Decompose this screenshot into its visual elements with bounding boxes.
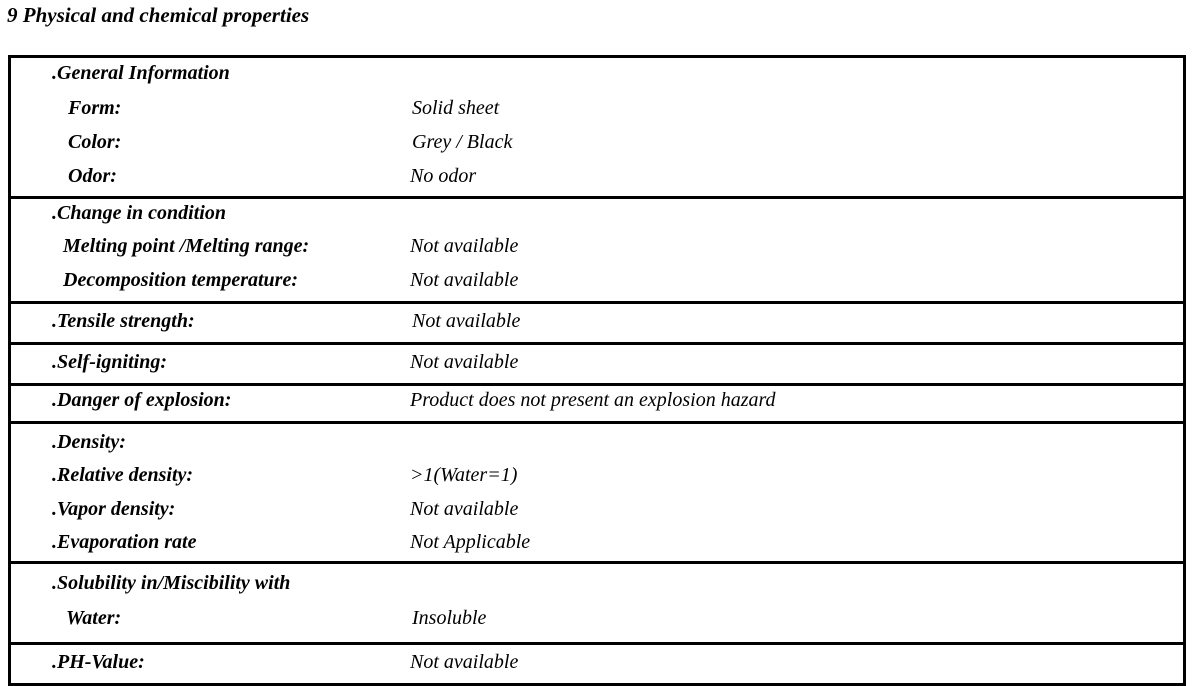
section-tensile-strength bbox=[11, 301, 1183, 342]
row-value: Insoluble bbox=[412, 607, 487, 629]
row-value: No odor bbox=[410, 165, 477, 187]
row-label: .PH-Value: bbox=[52, 651, 145, 673]
table-row bbox=[11, 424, 1183, 458]
section-general-information bbox=[11, 58, 1183, 196]
section-ph-value bbox=[11, 642, 1183, 683]
table-row bbox=[11, 160, 1183, 194]
row-value: Not Applicable bbox=[410, 531, 531, 553]
table-row bbox=[11, 526, 1183, 560]
table-row bbox=[11, 602, 1183, 642]
row-label: Water: bbox=[66, 607, 122, 629]
table-row bbox=[11, 199, 1183, 233]
table-row bbox=[11, 58, 1183, 92]
table-row bbox=[11, 492, 1183, 526]
row-value: Not available bbox=[410, 235, 519, 257]
section-title: 9 Physical and chemical properties bbox=[7, 3, 310, 27]
table-row bbox=[11, 458, 1183, 492]
table-row bbox=[11, 645, 1183, 683]
section-density bbox=[11, 421, 1183, 561]
row-value: Not available bbox=[412, 310, 521, 332]
table-row bbox=[11, 126, 1183, 160]
row-label: .Solubility in/Miscibility with bbox=[52, 572, 291, 594]
row-label: Form: bbox=[68, 97, 122, 119]
section-change-in-condition bbox=[11, 196, 1183, 301]
row-label: .General Information bbox=[52, 62, 230, 84]
row-value: Product does not present an explosion hazard bbox=[410, 389, 776, 411]
row-value: Grey / Black bbox=[412, 131, 513, 153]
properties-table bbox=[8, 55, 1186, 686]
row-label: .Change in condition bbox=[52, 202, 226, 224]
row-value: >1(Water=1) bbox=[410, 464, 518, 486]
row-label: Decomposition temperature: bbox=[63, 269, 298, 291]
table-row bbox=[11, 92, 1183, 126]
row-label: Odor: bbox=[68, 165, 117, 187]
table-row bbox=[11, 564, 1183, 602]
row-value: Not available bbox=[410, 269, 519, 291]
row-label: .Density: bbox=[52, 431, 126, 453]
table-row bbox=[11, 386, 1183, 421]
row-label: .Self-igniting: bbox=[52, 351, 168, 373]
section-solubility bbox=[11, 561, 1183, 642]
row-value: Not available bbox=[410, 351, 519, 373]
row-label: Color: bbox=[68, 131, 122, 153]
row-label: .Evaporation rate bbox=[52, 531, 197, 553]
row-value: Solid sheet bbox=[412, 97, 500, 119]
table-row bbox=[11, 345, 1183, 383]
section-danger-of-explosion bbox=[11, 383, 1183, 421]
section-self-igniting bbox=[11, 342, 1183, 383]
row-value: Not available bbox=[410, 651, 519, 673]
row-label: .Vapor density: bbox=[52, 498, 176, 520]
row-label: Melting point /Melting range: bbox=[63, 235, 310, 257]
row-label: .Relative density: bbox=[52, 464, 194, 486]
table-row bbox=[11, 267, 1183, 301]
row-label: .Tensile strength: bbox=[52, 310, 195, 332]
row-value: Not available bbox=[410, 498, 519, 520]
row-label: .Danger of explosion: bbox=[52, 389, 232, 411]
table-row bbox=[11, 304, 1183, 342]
table-row bbox=[11, 233, 1183, 267]
